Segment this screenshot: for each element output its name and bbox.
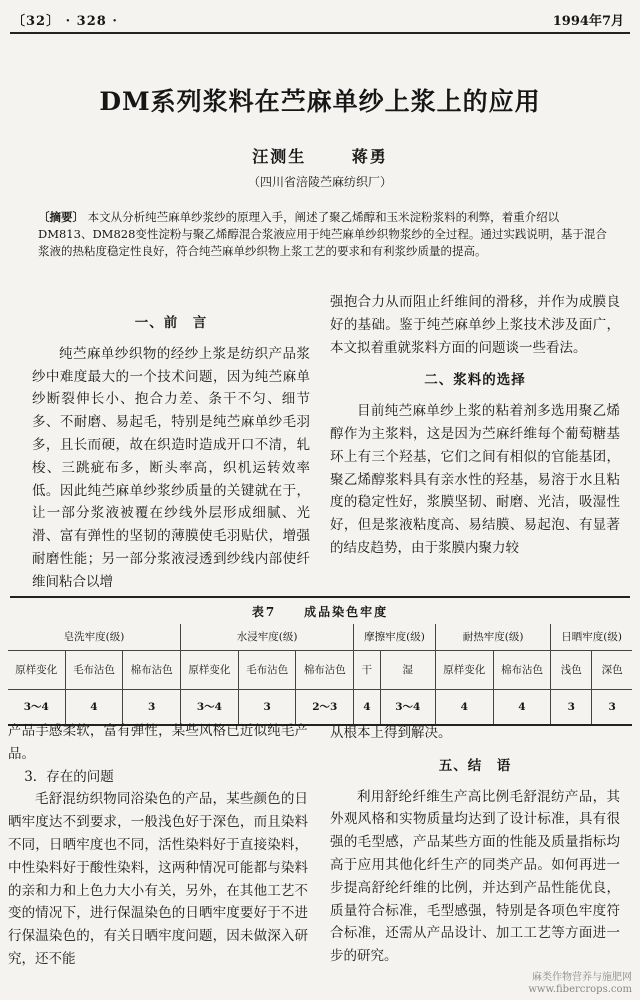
- conclusion-paragraph: 利用舒纶纤维生产高比例毛舒混纺产品，其外观风格和实物质量均达到了设计标准，具有很强的毛型感，产品某些方面的性能及质量指标均高于应用其他化纤生产的同类产品。如何再进一步提高舒纶纤维的比例，并达到产品性能优良，质量符合标准，毛型感强，特别是各项色牢度符合标准，还需从产品设计、加工工艺等方面进一步的研究。: [330, 788, 620, 965]
- quality-continued: 产品手感柔软，富有弹性，某些风格已近似纯毛产品。: [8, 723, 308, 762]
- table-subheader: 毛布沾色: [238, 651, 296, 690]
- right-column-bottom: [330, 722, 620, 968]
- size-selection-paragraph: 目前纯苎麻单纱上浆的粘着剂多选用聚乙烯醇作为主浆料，这是因为苎麻纤维每个葡萄糖基环上有三个羟基，它们之间有相似的官能基团，聚乙烯醇浆料具有亲水性的羟基，易溶于水且粘度的稳定性好，浆膜坚韧、耐磨、光洁，吸湿性好，但是浆液粘度高、易结膜、易起泡、有显著的结皮趋势，由于浆膜内聚力较: [330, 403, 620, 556]
- section-heading-intro: 一、前 言: [134, 315, 208, 331]
- abstract-label: 〔摘要〕: [38, 210, 84, 224]
- table-cell: 3～4: [380, 690, 435, 726]
- problems-continued: 从根本上得到解决。: [330, 725, 452, 741]
- table-cell: 3～4: [181, 690, 239, 726]
- table-cell: 3: [123, 690, 181, 726]
- table-cell: 3～4: [8, 690, 65, 726]
- table-cell: 4: [435, 690, 493, 726]
- table-group-header-row: [8, 624, 632, 651]
- problems-paragraph: 毛舒混纺织物同浴染色的产品，某些颜色的日晒牢度达不到要求，一般浅色好于深色，而且染料不同，日晒牢度也不同，活性染料好于直接染料，中性染料好于酸性染料，这两种情况可能都与染料的亲和力和上色力大小有关，另外，在其他工艺不变的情况下，进行保温染色的日晒牢度要好于不进行保温染色的，有关日晒牢度问题，因未做深入研究，还不能: [8, 791, 308, 967]
- intro-paragraph: 纯苎麻单纱织物的经纱上浆是纺织产品浆纱中难度最大的一个技术问题，因为纯苎麻单纱断裂伸长小、抱合力差、条干不匀、细节多、不耐磨、易起毛，特别是纯苎麻单纱毛羽多，且长而硬，故在织造时造成开口不清，轧梭、三跳疵布多，断头率高，织机运转效率低。因此纯苎麻单纱浆纱质量的关键就在于，让一部分浆液被覆在纱线外层形成细腻、光滑、富有弹性的坚韧的薄膜使毛羽贴伏，增强耐磨性能；另一部分浆液浸透到纱线内部使纤维间粘合以增: [32, 345, 310, 590]
- intro-continued: 强抱合力从而阻止纤维间的滑移，并作为成膜良好的基础。鉴于纯苎麻单纱上浆技术涉及面广，本文拟着重就浆料方面的问题谈一些看法。: [330, 294, 620, 356]
- table-subheader: 湿: [380, 651, 435, 690]
- table-subheader: 棉布沾色: [296, 651, 354, 690]
- table-subheader: 原样变化: [435, 651, 493, 690]
- authors: 汪测生 蒋勇: [252, 147, 388, 166]
- table-subheader: 原样变化: [8, 651, 65, 690]
- left-column-bottom: [8, 720, 308, 971]
- table-subheader: 棉布沾色: [493, 651, 551, 690]
- table-group-header: 皂洗牢度(级): [8, 624, 181, 651]
- watermark-name: 麻类作物营养与施肥网: [532, 972, 632, 983]
- article-title: DM系列浆料在苎麻单纱上浆上的应用: [99, 87, 541, 116]
- section-heading-size-selection: 二、浆料的选择: [424, 372, 526, 389]
- table-group-header: 摩擦牢度(级): [354, 624, 436, 651]
- watermark-url: www.fibercrops.com: [528, 984, 632, 995]
- table-title: 表7 成品染色牢度: [251, 605, 389, 619]
- running-header: [12, 10, 628, 32]
- left-column-top: [32, 300, 310, 594]
- page-number: 〔32〕 · 328 ·: [12, 14, 118, 29]
- table-cell: 4: [65, 690, 123, 726]
- issue-date: 1994年7月: [552, 14, 624, 29]
- site-watermark: [528, 972, 632, 996]
- table-group-header: 日晒牢度(级): [551, 624, 632, 651]
- subsection-heading-problems: 3．存在的问题: [24, 768, 114, 785]
- table-subheader: 浅色: [551, 651, 592, 690]
- section-heading-conclusion: 五、结 语: [438, 757, 512, 774]
- table-subheader: 干: [354, 651, 380, 690]
- table-cell: 3: [238, 690, 296, 726]
- table-subheader: 原样变化: [181, 651, 239, 690]
- table-group-header: 耐热牢度(级): [435, 624, 550, 651]
- table-cell: 4: [493, 690, 551, 726]
- table-cell: 3: [592, 690, 632, 726]
- table-subheader-row: [8, 651, 632, 690]
- abstract-text: 本文从分析纯苎麻单纱浆纱的原理入手，阐述了聚乙烯醇和玉米淀粉浆料的利弊，着重介绍以DM813、DM828变性淀粉与聚乙烯醇混合浆液应用于纯苎麻单纱织物浆纱的全过程。通过实践说明，基于混合浆液的热粘度稳定性良好，符合纯苎麻单纱织物上浆工艺的要求和有利浆纱质量的提高。: [38, 210, 607, 258]
- table-subheader: 毛布沾色: [65, 651, 123, 690]
- table-group-header: 水浸牢度(级): [181, 624, 354, 651]
- header-rule: [10, 32, 630, 34]
- abstract: [38, 209, 610, 260]
- table-cell: 2～3: [296, 690, 354, 726]
- color-fastness-table: [8, 624, 632, 726]
- table-cell: 3: [551, 690, 592, 726]
- table-subheader: 深色: [592, 651, 632, 690]
- table-top-rule: [10, 596, 630, 598]
- right-column-top: [330, 291, 620, 560]
- table-cell: 4: [354, 690, 380, 726]
- affiliation: （四川省涪陵苎麻纺织厂）: [247, 175, 392, 189]
- table-subheader: 棉布沾色: [123, 651, 181, 690]
